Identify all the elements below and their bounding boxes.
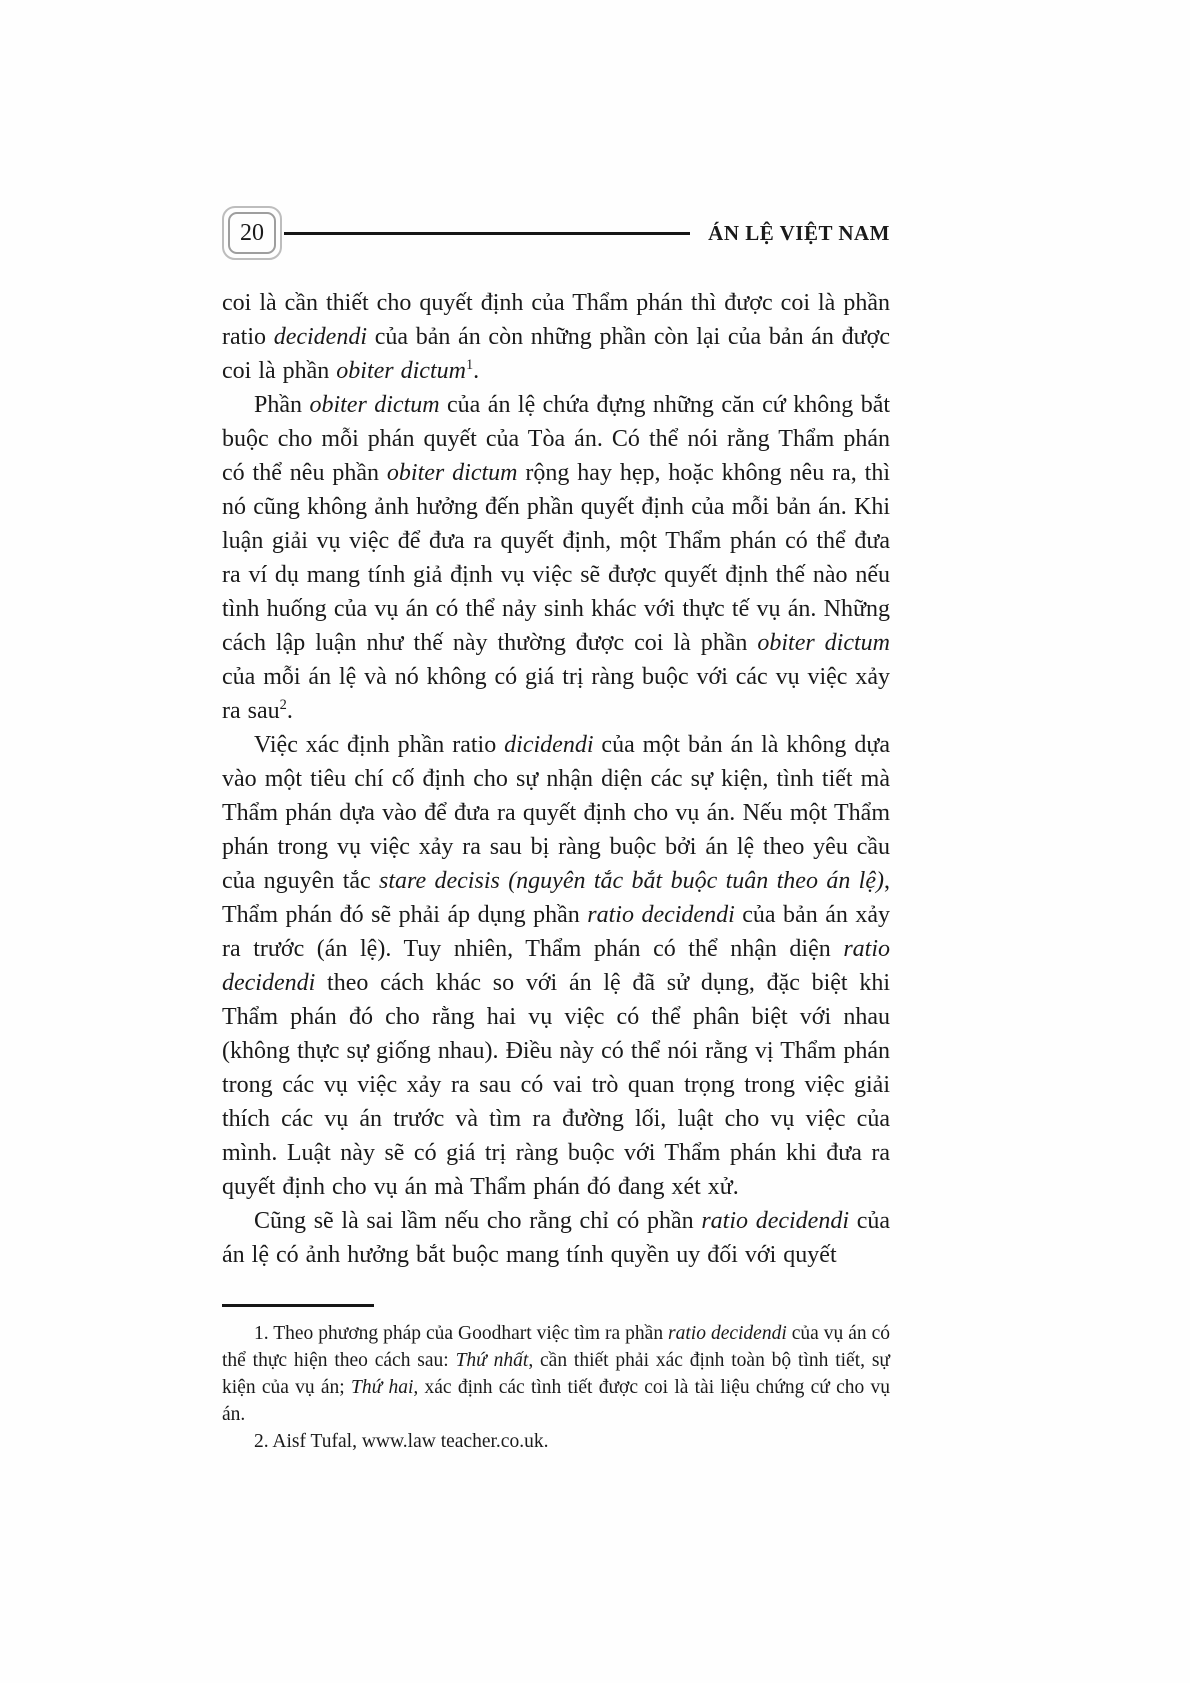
text-run: ratio decidendi	[587, 902, 735, 928]
header-rule	[284, 232, 690, 235]
text-run: của vụ án có thể thực hiện theo cách sau:	[222, 1322, 890, 1371]
text-run: của một bản án là không dựa vào một tiêu chí cố định cho sự nhận diện các sự kiện, tình tiết mà Thẩm phán dựa vào để đưa ra quyết định cho vụ án. Nếu một Thẩm phán trong vụ việc xảy ra sau bị ràng buộc bởi án lệ theo yêu cầu của nguyên tắc	[222, 732, 890, 894]
text-run: stare decisis (nguyên tắc bắt buộc tuân theo án lệ)	[379, 868, 884, 894]
text-run: của bản án xảy ra trước (án lệ). Tuy nhiên, Thẩm phán có thể nhận diện	[222, 902, 891, 962]
text-run: của mỗi án lệ và nó không có giá trị ràng buộc với các vụ việc xảy ra sau	[222, 664, 890, 724]
page-number-box	[222, 206, 282, 260]
text-run: ratio decidendi	[701, 1208, 849, 1234]
text-run: ratio decidendi	[222, 936, 890, 996]
text-run: ratio decidendi	[668, 1322, 787, 1344]
paragraph	[222, 1320, 890, 1428]
paragraph	[222, 1204, 890, 1272]
page-header	[222, 204, 890, 262]
text-run: rộng hay hẹp, hoặc không nêu ra, thì nó cũng không ảnh hưởng đến phần quyết định của mỗi bản án. Khi luận giải vụ việc để đưa ra quyết định, một Thẩm phán có thể đưa ra ví dụ mang tính giả định vụ việc sẽ được quyết định thế nào nếu tình huống của vụ án có thể nảy sinh khác với thực tế vụ án. Những cách lập luận như thế này thường được coi là phần	[222, 460, 890, 656]
text-run: obiter dictum	[309, 392, 440, 418]
text-run: , Thẩm phán đó sẽ phải áp dụng phần	[222, 868, 890, 928]
page-number: 20	[228, 212, 276, 254]
text-run: Thứ hai,	[350, 1376, 419, 1398]
text-run: Việc xác định phần ratio	[254, 732, 505, 758]
paragraph	[222, 286, 890, 388]
text-run: .	[286, 698, 293, 724]
text-run: coi là cần thiết cho quyết định của Thẩm phán thì được coi là phần ratio	[222, 290, 890, 350]
footnotes-section	[222, 1304, 890, 1455]
footnote-reference: 1	[465, 357, 474, 373]
footnote-separator-rule	[222, 1304, 374, 1307]
text-run: obiter dictum	[757, 630, 891, 656]
text-run: Phần	[254, 392, 310, 418]
text-run: theo cách khác so với án lệ đã sử dụng, đặc biệt khi Thẩm phán đó cho rằng hai vụ việc có thể phân biệt với nhau (không thực sự giống nhau). Điều này có thể nói rằng vị Thẩm phán trong các vụ việc xảy ra sau có vai trò quan trọng trong việc giải thích các vụ án trước và tìm ra đường lối, luật cho vụ việc của mình. Luật này sẽ có giá trị ràng buộc với Thẩm phán khi đưa ra quyết định cho vụ án mà Thẩm phán đó đang xét xử.	[222, 970, 890, 1200]
paragraph	[222, 728, 890, 1204]
text-run: dicidendi	[504, 732, 594, 758]
text-run: 1. Theo phương pháp của Goodhart việc tìm ra phần	[254, 1322, 669, 1344]
body-paragraphs	[222, 286, 890, 1272]
text-run: Cũng sẽ là sai lầm nếu cho rằng chỉ có phần	[254, 1208, 702, 1234]
page-content	[222, 204, 890, 1455]
paragraph	[222, 1428, 890, 1455]
text-run: obiter dictum	[336, 358, 466, 384]
text-run: Thứ nhất	[455, 1349, 529, 1371]
paragraph	[222, 388, 890, 728]
text-run: decidendi	[273, 324, 367, 350]
text-run: , cần thiết phải xác định toàn bộ tình tiết, sự kiện của vụ án;	[222, 1349, 890, 1398]
text-run: obiter dictum	[386, 460, 518, 486]
text-run: của án lệ chứa đựng những căn cứ không bắt buộc cho mỗi phán quyết của Tòa án. Có thể nói rằng Thẩm phán có thể nêu phần	[222, 392, 891, 486]
text-run: của án lệ có ảnh hưởng bắt buộc mang tính quyền uy đối với quyết	[222, 1208, 891, 1268]
text-run: 2. Aisf Tufal, www.law teacher.co.uk.	[254, 1430, 549, 1452]
text-run: .	[473, 358, 480, 384]
footnote-reference: 2	[279, 697, 287, 713]
text-run: xác định các tình tiết được coi là tài liệu chứng cứ cho vụ án.	[222, 1376, 890, 1425]
header-title: ÁN LỆ VIỆT NAM	[708, 220, 890, 245]
footnote-list	[222, 1320, 890, 1455]
text-run: của bản án còn những phần còn lại của bản án được coi là phần	[222, 324, 890, 384]
